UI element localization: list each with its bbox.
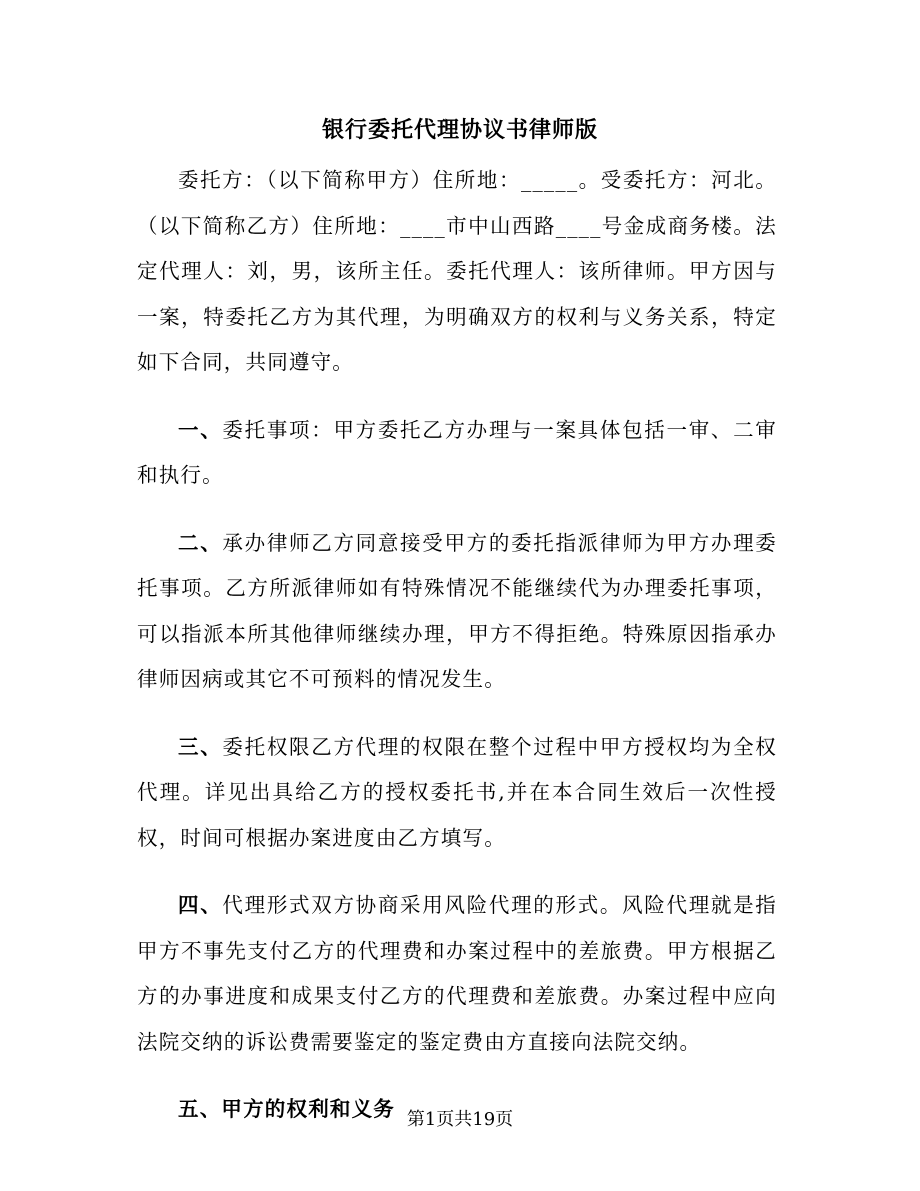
paragraph-gap — [137, 861, 777, 883]
section-2-number: 二、 — [178, 530, 223, 555]
section-4-number: 四、 — [178, 893, 223, 917]
section-2-text: 承办律师乙方同意接受甲方的委托指派律师为甲方办理委托事项。乙方所派律师如有特殊情况不能继续代为办理委托事项，可以指派本所其他律师继续办理，甲方不得拒绝。特殊原因指承办律师因病或其它不可预料的情况发生。 — [137, 530, 778, 691]
paragraph-gap — [137, 499, 777, 521]
section-5-number: 五、 — [178, 1097, 222, 1121]
paragraph-gap — [137, 386, 777, 408]
section-paragraph-1 — [137, 408, 777, 499]
paragraph-gap — [137, 1065, 777, 1087]
section-paragraph-3 — [137, 725, 777, 862]
page-number-footer: 第1页共19页 — [406, 1109, 514, 1130]
document-title: 银行委托代理协议书律师版 — [321, 117, 598, 143]
section-3-text: 委托权限乙方代理的权限在整个过程中甲方授权均为全权代理。详见出具给乙方的授权委托书,并在本合同生效后一次性授权，时间可根据办案进度由乙方填写。 — [137, 734, 778, 850]
section-5-text: 甲方的权利和义务 — [221, 1097, 396, 1121]
document-body — [137, 158, 777, 1133]
section-paragraph-2 — [137, 521, 777, 703]
intro-paragraph: 委托方：（以下简称甲方）住所地：_____。受委托方：河北。（以下简称乙方）住所地：____市中山西路____号金成商务楼。法定代理人：刘，男，该所主任。委托代理人：该所律师。甲方因与一案，特委托乙方为其代理，为明确双方的权利与义务关系，特定如下合同，共同遵守。 — [137, 168, 777, 374]
section-1-number: 一、 — [178, 417, 223, 442]
section-4-text: 代理形式双方协商采用风险代理的形式。风险代理就是指甲方不事先支付乙方的代理费和办案过程中的差旅费。甲方根据乙方的办事进度和成果支付乙方的代理费和差旅费。办案过程中应向法院交纳的诉讼费需要鉴定的鉴定费由方直接向法院交纳。 — [137, 893, 778, 1054]
section-1-text: 委托事项：甲方委托乙方办理与一案具体包括一审、二审和执行。 — [137, 417, 778, 487]
section-paragraph-4 — [137, 883, 777, 1065]
paragraph-gap — [137, 703, 777, 725]
section-3-number: 三、 — [178, 734, 223, 759]
